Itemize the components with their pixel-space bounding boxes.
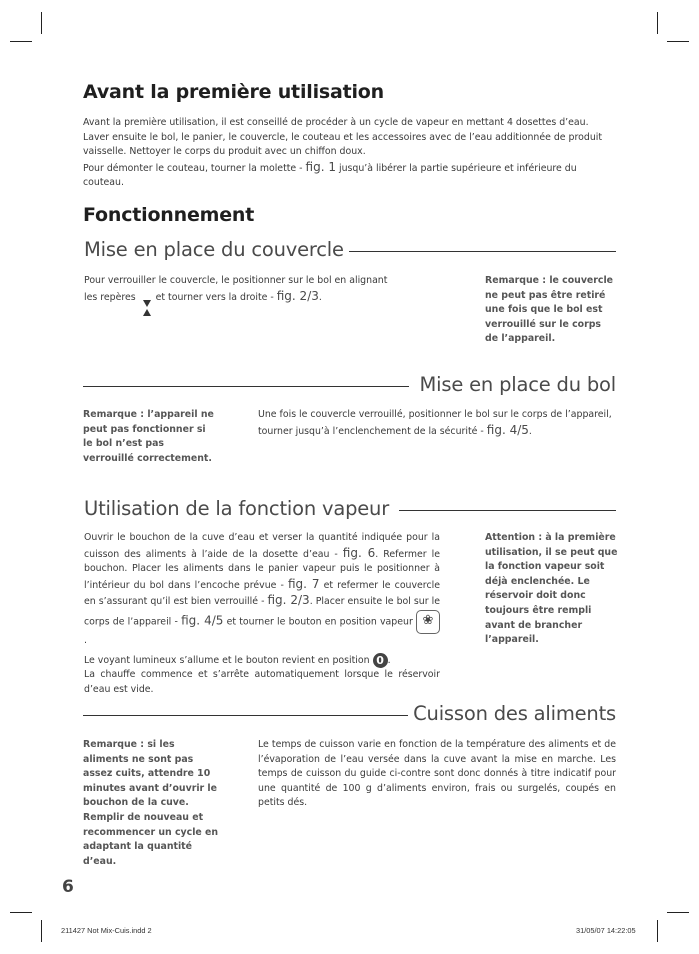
- steam-text: [84, 531, 440, 697]
- heading-lid: Mise en place du couvercle: [84, 238, 344, 261]
- fig-reference: fig. 2/3: [267, 593, 310, 608]
- triangle-marks-icon: [143, 300, 151, 316]
- crop-mark: [10, 912, 32, 913]
- heading-bowl: Mise en place du bol: [419, 373, 616, 396]
- footer-file: 211427 Not Mix-Cuis.indd 2: [61, 926, 152, 935]
- bowl-note: Remarque : l’appareil ne peut pas fonctionner si le bol n’est pas verrouillé correctement.: [83, 409, 214, 464]
- fig-reference: fig. 7: [288, 576, 320, 591]
- lid-note: Remarque : le couvercle ne peut pas être retiré une fois que le bol est verrouillé sur le corps de l’appareil.: [485, 275, 614, 345]
- steam-icon: ❀: [416, 610, 440, 634]
- crop-mark: [667, 912, 689, 913]
- steam-note: Attention : à la première utilisation, il se peut que la fonction vapeur soit déjà enclenchée. Le réservoir doit donc toujours être rempli avant de brancher l’appareil.: [485, 532, 618, 646]
- first-use-paragraph: Avant la première utilisation, il est conseillé de procéder à un cycle de vapeur en mettant 4 dosettes d’eau. Laver ensuite le bol, le panier, le couvercle, le couteau et les accessoires avec de l’eau additionnée de produit vaisselle. Nettoyer le corps du produit avec un chiffon doux.: [83, 117, 603, 158]
- zero-position-icon: 0: [373, 653, 388, 668]
- steam-paragraph: Ouvrir le bouchon de la cuve d’eau et verser la quantité indiquée pour la cuisson des aliments à l’aide de la dosette d’eau - fig. 6. Refermer le bouchon. Placer les aliments dans le panier vapeur puis le positionner à l’intérieur du bol dans l’encoche prévue - fig. 7 et refermer le couvercle en s’assurant qu’il est bien verrouillé - fig. 2/3. Placer ensuite le bol sur le corps de l’appareil - fig. 4/5 et tourner le bouton en position vapeur ❀ .: [84, 532, 440, 646]
- fig-reference: fig. 2/3: [276, 288, 319, 303]
- first-use-text: [83, 116, 616, 191]
- heading-rule: [83, 386, 409, 387]
- heading-rule: [83, 715, 408, 716]
- fig-reference: fig. 4/5: [181, 613, 224, 628]
- cooking-text: Le temps de cuisson varie en fonction de la température des aliments et de l’évaporation de l’eau versée dans la cuve avant la mise en marche. Les temps de cuisson du guide ci-contre sont donc donnés à titre indicatif pour une quantité de 100 g d’aliments environ, frais ou surgelés, coupés en petits dés.: [258, 739, 616, 809]
- crop-mark: [667, 41, 689, 42]
- heading-steam: Utilisation de la fonction vapeur: [84, 497, 390, 520]
- fig-reference: fig. 6: [342, 545, 376, 560]
- cooking-note: Remarque : si les aliments ne sont pas assez cuits, attendre 10 minutes avant d’ouvrir le bouchon de la cuve. Remplir de nouveau et recommencer un cycle en adaptant la quantité d’eau.: [83, 739, 219, 867]
- fig-reference: fig. 4/5: [486, 422, 529, 437]
- first-use-knife-paragraph: Pour démonter le couteau, tourner la molette - fig. 1 jusqu’à libérer la partie supérieure et inférieure du couteau.: [83, 159, 577, 189]
- crop-mark: [10, 41, 32, 42]
- crop-mark: [657, 920, 658, 942]
- heading-rule: [399, 510, 616, 511]
- page-number: 6: [62, 877, 74, 897]
- lid-text: Pour verrouiller le couvercle, le positionner sur le bol en alignant les repères et tourner vers la droite - fig. 2/3.: [84, 274, 414, 316]
- heading-rule: [349, 251, 616, 252]
- steam-heating-paragraph: La chauffe commence et s’arrête automatiquement lorsque le réservoir d’eau est vide.: [84, 669, 440, 695]
- heading-first-use: Avant la première utilisation: [83, 81, 384, 103]
- crop-mark: [657, 12, 658, 34]
- fig-reference: fig. 1: [305, 159, 336, 174]
- bowl-text: Une fois le couvercle verrouillé, positionner le bol sur le corps de l’appareil, tourner jusqu’à l’enclenchement de la sécurité - fig. 4/5.: [258, 409, 612, 437]
- heading-operation: Fonctionnement: [83, 204, 255, 226]
- crop-mark: [41, 12, 42, 34]
- crop-mark: [41, 920, 42, 942]
- steam-indicator-paragraph: Le voyant lumineux s’allume et le bouton revient en position 0 .: [84, 653, 391, 667]
- heading-cooking: Cuisson des aliments: [413, 702, 616, 725]
- footer-date: 31/05/07 14:22:05: [576, 926, 636, 935]
